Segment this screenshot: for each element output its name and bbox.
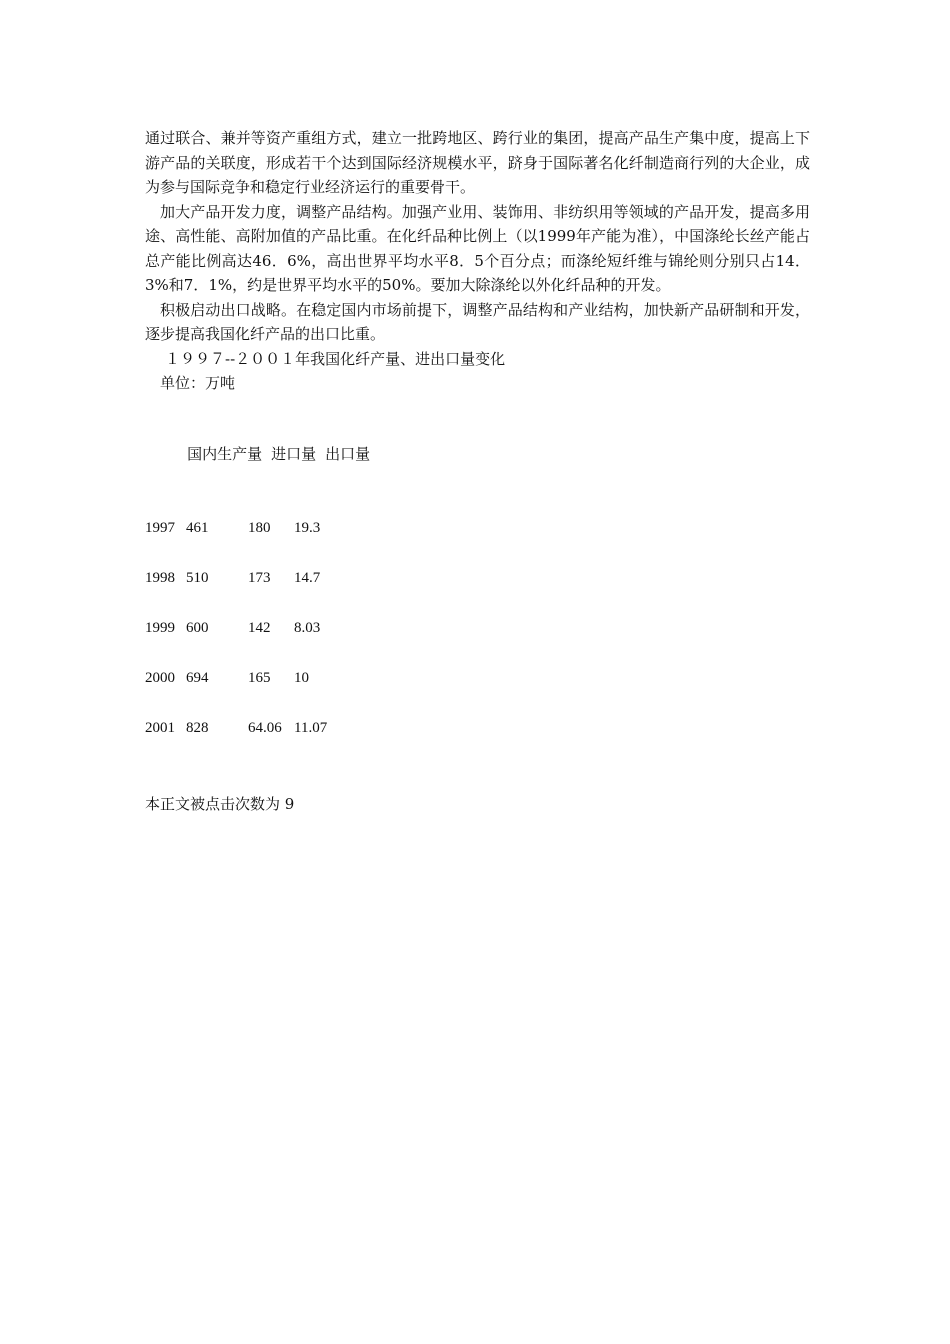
cell-export: 8.03 [294,619,321,636]
paragraph-3: 积极启动出口战略。在稳定国内市场前提下，调整产品结构和产业结构，加快新产品研制和开发，逐步提高我国化纤产品的出口比重。 [145,300,810,343]
table-title: １９９７--２００１年我国化纤产量、进出口量变化 [165,349,506,368]
paragraph-2: 加大产品开发力度，调整产品结构。加强产业用、装饰用、非纺织用等领域的产品开发，提高多用途、高性能、高附加值的产品比重。在化纤品种比例上（以1999年产能为准），中国涤纶长丝产能占总产能比例高达46．6%，高出世界平均水平8．5个百分点；而涤纶短纤维与锦纶则分别只占14．3%和7．1%，约是世界平均水平的50%。要加大除涤纶以外化纤品种的开发。 [145,202,810,294]
column-header-import: 进口量 [271,444,317,463]
cell-export: 10 [294,669,309,686]
cell-domestic: 600 [186,619,209,636]
column-header-domestic: 国内生产量 [187,444,263,463]
cell-domestic: 510 [186,569,209,586]
table-row [145,516,810,540]
table-header [145,418,810,490]
cell-import: 180 [248,519,271,536]
table-row [145,616,810,640]
cell-export: 14.7 [294,569,321,586]
cell-export: 19.3 [294,519,321,536]
cell-year: 1997 [145,519,175,536]
cell-year: 2000 [145,669,175,686]
click-count-text: 本正文被点击次数为 9 [145,794,295,813]
document-body [145,126,810,816]
cell-import: 142 [248,619,271,636]
cell-year: 2001 [145,719,175,736]
table-row [145,566,810,590]
column-header-export: 出口量 [325,444,371,463]
cell-domestic: 694 [186,669,209,686]
paragraph-1: 通过联合、兼并等资产重组方式，建立一批跨地区、跨行业的集团，提高产品生产集中度，提高上下游产品的关联度，形成若干个达到国际经济规模水平，跻身于国际著名化纤制造商行列的大企业，成为参与国际竞争和稳定行业经济运行的重要骨干。 [145,129,810,196]
cell-domestic: 461 [186,519,209,536]
table-row [145,666,810,690]
cell-year: 1999 [145,619,175,636]
cell-import: 165 [248,669,271,686]
cell-domestic: 828 [186,719,209,736]
cell-import: 64.06 [248,719,282,736]
table-unit: 单位：万吨 [160,374,236,392]
table-row [145,716,810,740]
cell-import: 173 [248,569,271,586]
cell-year: 1998 [145,569,175,586]
cell-export: 11.07 [294,719,328,736]
